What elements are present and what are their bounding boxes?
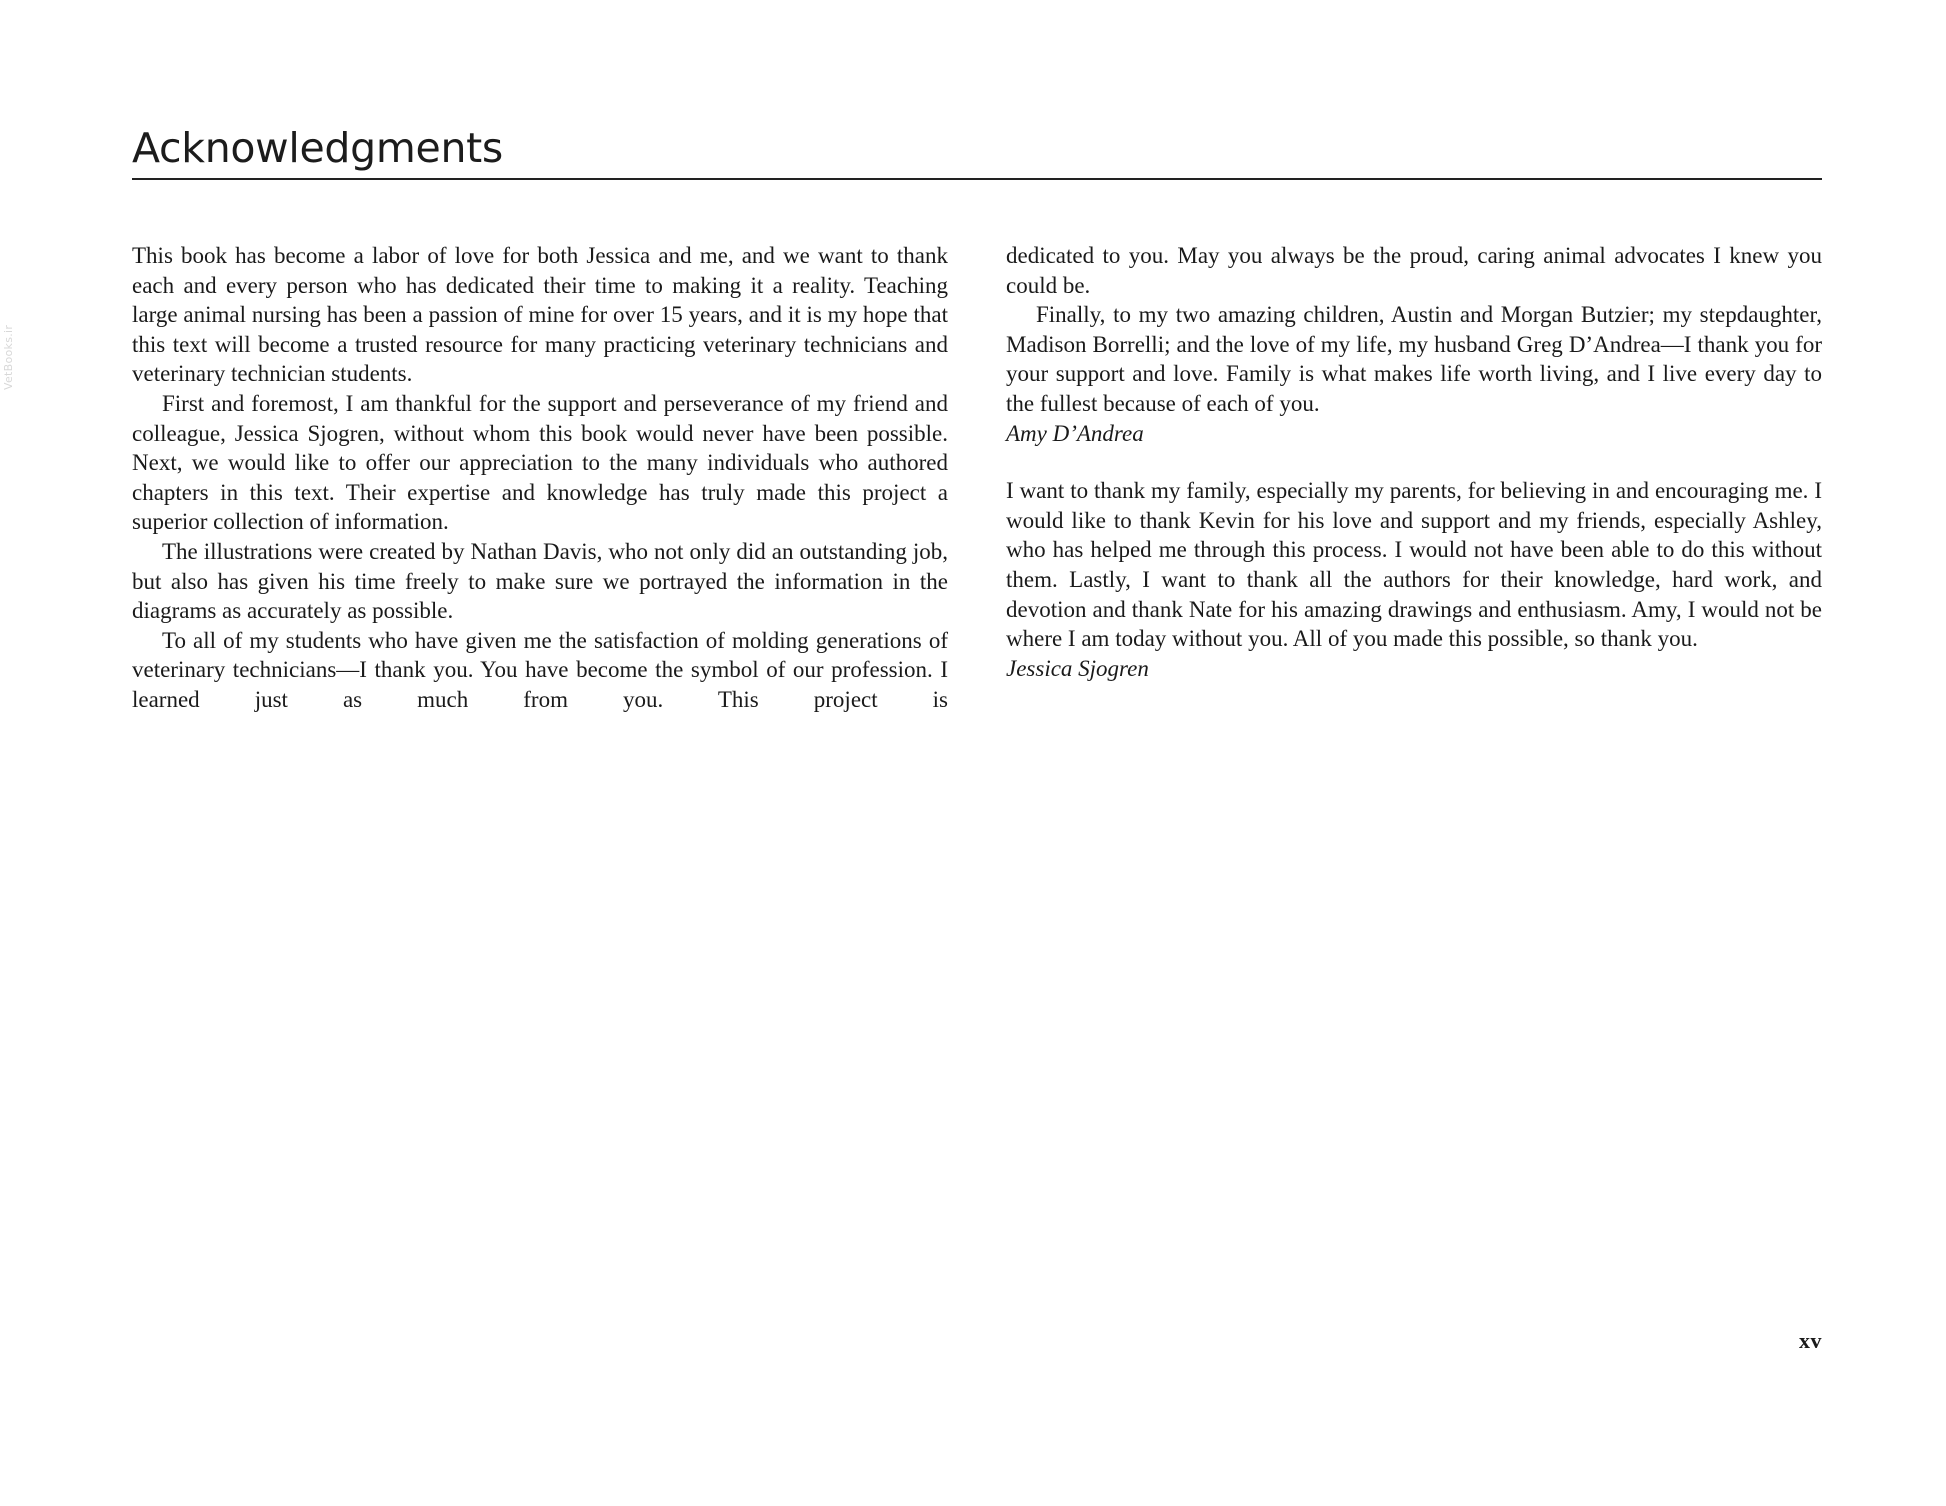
paragraph-illustrations: The illustrations were created by Nathan Davis, who not only did an outstanding job, but also has given his time freely to make sure we portrayed the information in the diagrams as accurately as possible. [132,538,948,624]
paragraph-students: To all of my students who have given me the satisfaction of molding generations of veterinary technicians—I thank you. You have become the symbol of our profession. I learned just as much from you. This project is [132,627,948,712]
page-title: Acknowledgments [132,124,503,172]
paragraph-jessica: I want to thank my family, especially my parents, for believing in and encouraging me. I would like to thank Kevin for his love and support and my friends, especially Ashley, who has helped me through this process. I would not have been able to do this without them. Lastly, I want to thank all the authors for their knowledge, hard work, and devotion and thank Nate for his amazing drawings and enthusiasm. Amy, I would not be where I am today without you. All of you made this possible, so thank you. [1006,478,1822,652]
paragraph-thanks-colleague: First and foremost, I am thankful for the support and perseverance of my friend and colleague, Jessica Sjogren, without whom this book would never have been possible. Next, we would like to offer our appreciation to the many individuals who authored chapters in this text. Their expertise and knowledge has truly made this project a superior collection of information. [132,390,948,535]
watermark: VetBooks.ir [2,324,15,390]
section-gap [1006,448,1822,476]
page-number: xv [1799,1328,1822,1353]
right-column [1006,241,1822,683]
signature-amy: Amy D’Andrea [1006,420,1144,446]
left-column [132,241,948,715]
signature-jessica: Jessica Sjogren [1006,655,1149,681]
paragraph-intro: This book has become a labor of love for both Jessica and me, and we want to thank each and every person who has dedicated their time to making it a reality. Teaching large animal nursing has been a passion of mine for over 15 years, and it is my hope that this text will become a trusted resource for many practicing veterinary technicians and veterinary technician students. [132,243,948,387]
title-rule [132,178,1822,180]
paragraph-students-continued: dedicated to you. May you always be the proud, caring animal advocates I knew you could be. [1006,243,1822,298]
paragraph-family: Finally, to my two amazing children, Austin and Morgan Butzier; my stepdaughter, Madison Borrelli; and the love of my life, my husband Greg D’Andrea—I thank you for your support and love. Family is what makes life worth living, and I live every day to the fullest because of each of you. [1006,302,1822,416]
